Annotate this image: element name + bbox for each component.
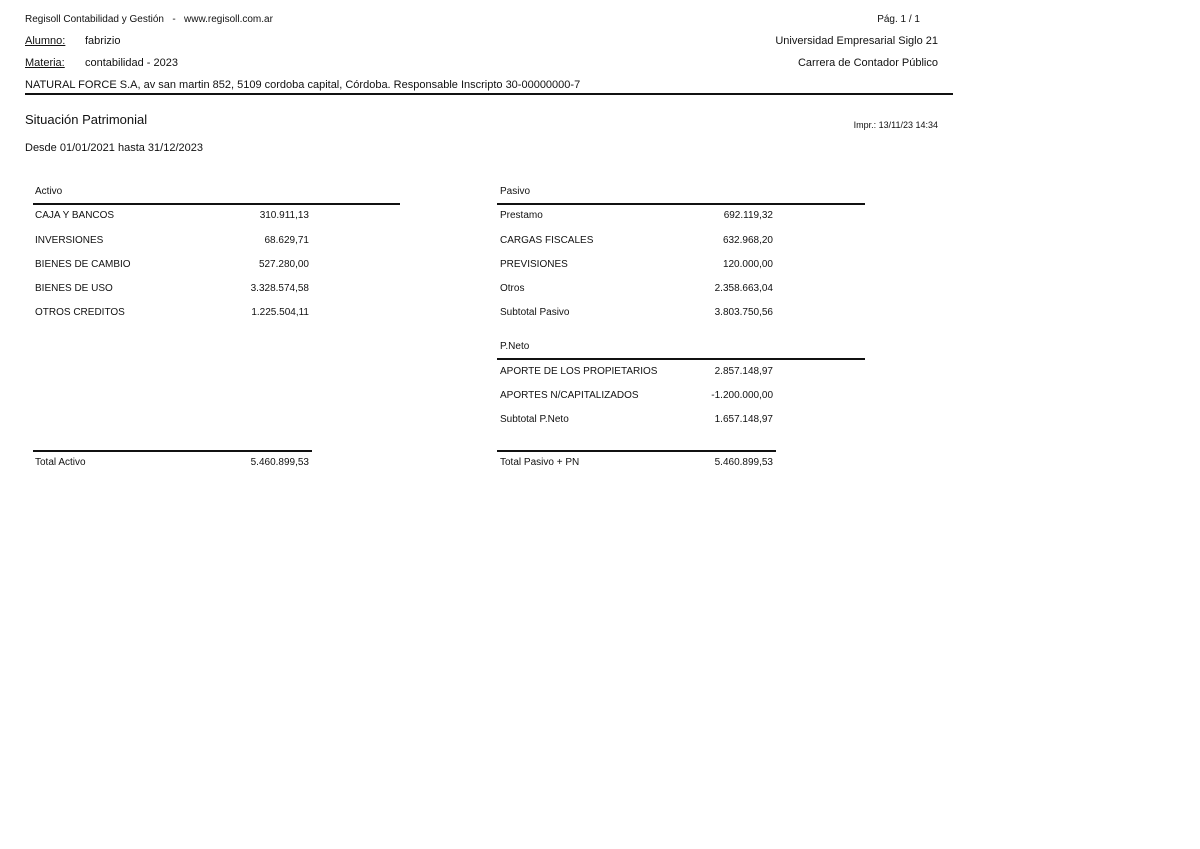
company-line: NATURAL FORCE S.A, av san martin 852, 5109 cordoba capital, Córdoba. Responsable Inscripto 30-00000000-7 <box>25 79 581 91</box>
university-name: Universidad Empresarial Siglo 21 <box>775 35 938 47</box>
list-item-value: 3.328.574,58 <box>250 283 309 294</box>
list-item-value: 2.358.663,04 <box>714 283 773 294</box>
student-label: Alumno: <box>25 35 66 47</box>
subtotal-label: Subtotal P.Neto <box>500 414 569 425</box>
pneto-heading-rule <box>497 358 865 360</box>
page-indicator: Pág. 1 / 1 <box>877 14 920 25</box>
list-item-label: Prestamo <box>500 210 543 221</box>
activo-heading-rule <box>33 203 400 205</box>
list-item-value: 692.119,32 <box>723 210 773 221</box>
career-name: Carrera de Contador Público <box>797 57 938 69</box>
list-item-label: BIENES DE CAMBIO <box>35 259 131 270</box>
app-name: Regisoll Contabilidad y Gestión <box>25 14 164 25</box>
list-item-label: OTROS CREDITOS <box>35 307 125 318</box>
report-period: Desde 01/01/2021 hasta 31/12/2023 <box>25 142 203 154</box>
pasivo-heading: Pasivo <box>500 186 531 197</box>
list-item-value: 310.911,13 <box>259 210 309 221</box>
list-item-label: APORTE DE LOS PROPIETARIOS <box>500 366 658 377</box>
list-item-label: PREVISIONES <box>500 259 568 270</box>
list-item-value: 632.968,20 <box>722 235 773 246</box>
header-app-line <box>25 14 273 25</box>
activo-total-label: Total Activo <box>35 457 86 468</box>
pasivo-pn-total-rule <box>497 450 776 452</box>
pneto-heading: P.Neto <box>500 341 530 352</box>
list-item-value: 2.857.148,97 <box>714 366 773 377</box>
list-item-label: APORTES N/CAPITALIZADOS <box>500 390 639 401</box>
list-item-value: -1.200.000,00 <box>711 390 773 401</box>
pasivo-heading-rule <box>497 203 865 205</box>
activo-heading: Activo <box>35 186 63 197</box>
separator: - <box>172 14 176 25</box>
activo-total-value: 5.460.899,53 <box>250 457 309 468</box>
list-item-label: CAJA Y BANCOS <box>35 210 115 221</box>
pasivo-pn-total-value: 5.460.899,53 <box>714 457 773 468</box>
pasivo-pn-total-label: Total Pasivo + PN <box>500 457 580 468</box>
subtotal-value: 1.657.148,97 <box>714 414 773 425</box>
list-item-value: 68.629,71 <box>264 235 309 246</box>
list-item-label: BIENES DE USO <box>35 283 113 294</box>
website-link[interactable]: www.regisoll.com.ar <box>184 14 273 25</box>
print-info: Impr.: 13/11/23 14:34 <box>853 120 938 130</box>
subject-value: contabilidad - 2023 <box>85 57 178 69</box>
list-item-label: Otros <box>500 283 525 294</box>
subtotal-label: Subtotal Pasivo <box>500 307 570 318</box>
list-item-label: CARGAS FISCALES <box>500 235 594 246</box>
list-item-label: INVERSIONES <box>35 235 104 246</box>
list-item-value: 1.225.504,11 <box>251 307 309 318</box>
list-item-value: 527.280,00 <box>258 259 309 270</box>
student-value: fabrizio <box>85 35 121 47</box>
list-item-value: 120.000,00 <box>722 259 773 270</box>
report-title: Situación Patrimonial <box>25 112 148 127</box>
header-divider <box>25 93 953 95</box>
subject-label: Materia: <box>25 57 65 69</box>
activo-total-rule <box>33 450 312 452</box>
subtotal-value: 3.803.750,56 <box>714 307 773 318</box>
